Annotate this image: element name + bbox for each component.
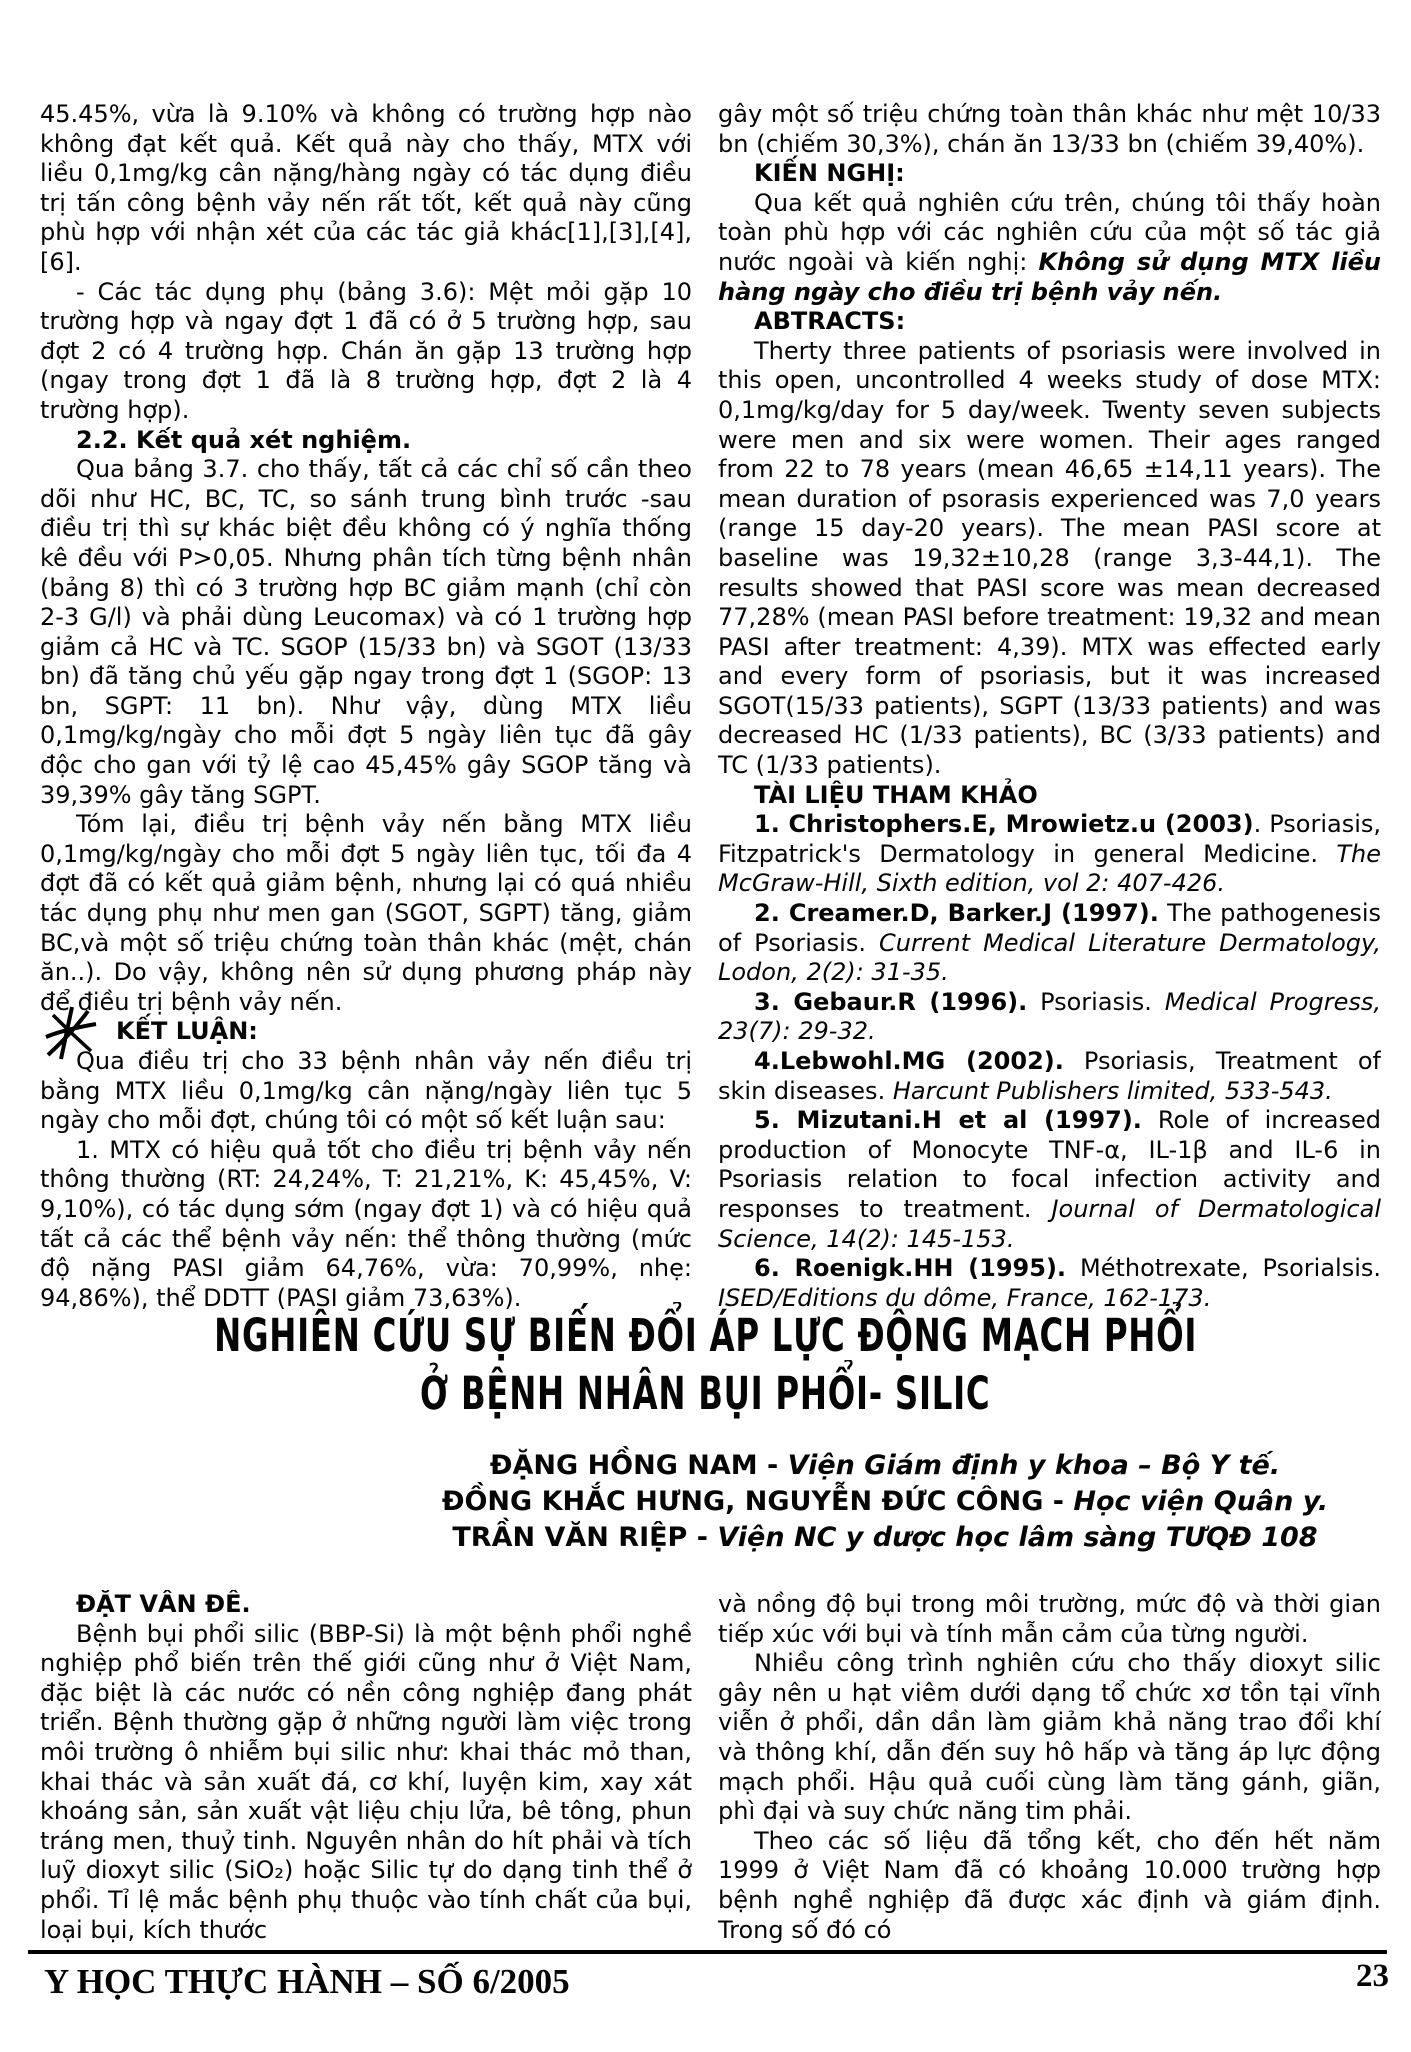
abstract-paragraph: Therty three patients of psoriasis were involved in this open, uncontrolled 4 weeks study of dose MTX: 0,1mg/kg/day for 5 day/week. Twenty seven subjects were men and six were women. Their ages ranged from 22 to 78 years (mean 46,65 ±14,11 years). The mean duration of psorasis experienced was 7,0 years (range 15 day-20 years). The mean PASI score at baseline was 19,32±10,28 (range 3,3-44,1). The results showed that PASI score was mean decreased 77,28% (mean PASI before treatment: 19,32 and mean PASI after treatment: 4,39). MTX was effected early and every form of psoriasis, but it was increased SGOT(15/33 patients), SGPT (13/33 patients) and was decreased HC (1/33 patients), BC (3/33 patients) and TC (1/33 patients). [718, 336, 1381, 780]
reference-item: 4.Lebwohl.MG (2002). Psoriasis, Treatment of skin diseases. Harcunt Publishers limited, 533-543. [718, 1047, 1381, 1105]
heading-ket-luan-label: KẾT LUẬN: [116, 1017, 258, 1046]
article1-right-column [718, 100, 1381, 1314]
author-separator: - [1043, 1486, 1074, 1517]
author-name: ĐẶNG HỒNG NAM [489, 1450, 758, 1481]
paragraph: Theo các số liệu đã tổng kết, cho đến hết năm 1999 ở Việt Nam đã có khoảng 10.000 trường hợp bệnh nghề nghiệp đã được xác định và giám định. Trong số đó có [718, 1826, 1381, 1944]
reference-item: 1. Christophers.E, Mrowietz.u (2003). Psoriasis, Fitzpatrick's Dermatology in general Medicine. The McGraw-Hill, Sixth edition, vol 2: 407-426. [718, 810, 1381, 898]
recommendation-emphasis: Không sử dụng MTX liều hàng ngày cho điều trị bệnh vảy nến. [718, 247, 1381, 306]
journal-title: Y HỌC THỰC HÀNH – SỐ 6/2005 [44, 1962, 570, 2001]
author-affiliation: Học viện Quân y. [1073, 1486, 1329, 1517]
article2-title-line1: NGHIÊN CỨU SỰ BIẾN ĐỔI ÁP LỰC ĐỘNG MẠCH PHỔI [213, 1309, 1198, 1362]
paragraph: và nồng độ bụi trong môi trường, mức độ và thời gian tiếp xúc với bụi và tính mẫn cảm của từng người. [718, 1590, 1381, 1648]
heading-tai-lieu-tham-khao: TÀI LIỆU THAM KHẢO [754, 780, 1038, 809]
paragraph: Bệnh bụi phổi silic (BBP-Si) là một bệnh phổi nghề nghiệp phổ biến trên thế giới cũng như ở Việt Nam, đặc biệt là các nước có nền công nghiệp đang phát triển. Bệnh thường gặp ở những người làm việc trong môi trường ô nhiễm bụi silic như: khai thác mỏ than, khai thác và sản xuất đá, cơ khí, luyện kim, xay xát khoáng sản, sản xuất vật liệu chịu lửa, bê tông, phun tráng men, thuỷ tinh. Nguyên nhân do hít phải và tích luỹ dioxyt silic (SiO₂) hoặc Silic tự do dạng tinh thể ở phổi. Tỉ lệ mắc bệnh phụ thuộc vào tính chất của bụi, loại bụi, kích thước [40, 1619, 692, 1944]
author-separator: - [757, 1450, 788, 1481]
paragraph: 1. MTX có hiệu quả tốt cho điều trị bệnh vảy nến thông thường (RT: 24,24%, T: 21,21%, K: 45,45%, V: 9,10%), có tác dụng sớm (ngay đợt 1) và có hiệu quả tất cả các thể bệnh vảy nến: thể thông thường (mức độ nặng PASI giảm 64,76%, vừa: 70,99%, nhẹ: 94,86%), thể DDTT (PASI giảm 73,63%). [40, 1135, 692, 1312]
reference-item: 2. Creamer.D, Barker.J (1997). The pathogenesis of Psoriasis. Current Medical Literature Dermatology, Lodon, 2(2): 31-35. [718, 899, 1381, 987]
reference-item: 5. Mizutani.H et al (1997). Role of increased production of Monocyte TNF-α, IL-1β and IL-6 in Psoriasis relation to focal infection activity and responses to treatment. Journal of Dermatological Science, 14(2): 145-153. [718, 1106, 1381, 1253]
article2-right-column [718, 1590, 1381, 1950]
page-number: 23 [1356, 1958, 1389, 1994]
heading-ket-luan [40, 1017, 692, 1047]
author-name: ĐỒNG KHẮC HƯNG, NGUYỄN ĐỨC CÔNG [441, 1486, 1044, 1517]
article2-authors [370, 1448, 1400, 1556]
heading-kien-nghi: KIẾN NGHỊ: [754, 159, 905, 188]
author-line [370, 1448, 1400, 1484]
author-name: TRẦN VĂN RIỆP [452, 1522, 688, 1553]
author-affiliation: Viện NC y dược học lâm sàng TƯQĐ 108 [717, 1522, 1318, 1553]
recommendation-text: Qua kết quả nghiên cứu trên, chúng tôi thấy hoàn toàn phù hợp với các nghiên cứu của một số tác giả nước ngoài và kiến nghị: [718, 188, 1381, 276]
author-line [370, 1484, 1400, 1520]
reference-item: 3. Gebaur.R (1996). Psoriasis. Medical Progress, 23(7): 29-32. [718, 987, 1381, 1046]
article-mtx-psoriasis [40, 100, 1381, 1314]
paragraph: - Các tác dụng phụ (bảng 3.6): Mệt mỏi gặp 10 trường hợp và ngay đợt 1 đã có ở 5 trường hợp, sau đợt 2 có 4 trường hợp. Chán ăn gặp 13 trường hợp (ngay trong đợt 1 đã là 8 trường hợp, đợt 2 là 4 trường hợp). [40, 277, 692, 424]
heading-abstracts: ABTRACTS: [754, 307, 906, 336]
author-separator: - [687, 1522, 718, 1553]
paragraph: Tóm lại, điều trị bệnh vảy nến bằng MTX liều 0,1mg/kg/ngày cho mỗi đợt 5 ngày liên tục, tối đa 4 đợt đã có kết quả giảm bệnh, nhưng lại có quá nhiều tác dụng phụ như men gan (SGOT, SGPT) tăng, giảm BC,và một số triệu chứng toàn thân khác (mệt, chán ăn..). Do vậy, không nên sử dụng phương pháp này để điều trị bệnh vảy nến. [40, 810, 692, 1016]
heading-dat-van-de: ĐẶT VẤN ĐỀ. [76, 1590, 251, 1618]
paragraph [718, 189, 1381, 307]
heading-ket-qua-xet-nghiem: 2.2. Kết quả xét nghiệm. [76, 425, 412, 454]
paragraph: 45.45%, vừa là 9.10% và không có trường hợp nào không đạt kết quả. Kết quả này cho thấy, MTX với liều 0,1mg/kg cân nặng/hàng ngày có tác dụng điều trị tấn công bệnh vảy nến rất tốt, kết quả này cũng phù hợp với nhận xét của các tác giả khác[1],[3],[4],[6]. [40, 100, 692, 276]
handwritten-asterisk-icon [40, 1003, 102, 1061]
footer-rule [28, 1950, 1387, 1954]
article1-left-column [40, 100, 692, 1314]
article2-left-column [40, 1590, 692, 1950]
author-affiliation: Viện Giám định y khoa – Bộ Y tế. [787, 1450, 1281, 1481]
article-silicosis-begin [40, 1590, 1381, 1950]
paragraph: gây một số triệu chứng toàn thân khác như mệt 10/33 bn (chiếm 30,3%), chán ăn 13/33 bn (chiếm 39,40%). [718, 100, 1381, 158]
paragraph: Nhiều công trình nghiên cứu cho thấy dioxyt silic gây nên u hạt viêm dưới dạng tổ chức xơ tồn tại vĩnh viễn ở phổi, dần dần làm giảm khả năng trao đổi khí và thông khí, dẫn đến suy hô hấp và tăng áp lực động mạch phổi. Hậu quả cuối cùng làm tăng gánh, giãn, phì đại và suy chức năng tim phải. [718, 1649, 1381, 1826]
paragraph: Qua bảng 3.7. cho thấy, tất cả các chỉ số cần theo dõi như HC, BC, TC, so sánh trung bình trước -sau điều trị thì sự khác biệt đều không có ý nghĩa thống kê đều với P>0,05. Nhưng phân tích từng bệnh nhân (bảng 8) thì có 3 trường hợp BC giảm mạnh (chỉ còn 2-3 G/l) và phải dùng Leucomax) và có 1 trường hợp giảm cả HC và TC. SGOP (15/33 bn) và SGOT (13/33 bn) đã tăng chủ yếu gặp ngay trong đợt 1 (SGOP: 13 bn, SGPT: 11 bn). Như vậy, dùng MTX liều 0,1mg/kg/ngày cho mỗi đợt 5 ngày liên tục đã gây độc cho gan với tỷ lệ cao 45,45% gây SGOP tăng và 39,39% gây tăng SGPT. [40, 455, 692, 809]
paragraph: Qua điều trị cho 33 bệnh nhân vảy nến điều trị bằng MTX liều 0,1mg/kg cân nặng/ngày liên tục 5 ngày cho mỗi đợt, chúng tôi có một số kết luận sau: [40, 1047, 692, 1135]
author-line [370, 1520, 1400, 1556]
article2-title [0, 1309, 1411, 1428]
reference-item: 6. Roenigk.HH (1995). Méthotrexate, Psorialsis. ISED/Editions du dôme, France, 162-173. [718, 1254, 1381, 1312]
article2-title-line2: Ở BỆNH NHÂN BỤI PHỔI- SILIC [420, 1367, 991, 1420]
